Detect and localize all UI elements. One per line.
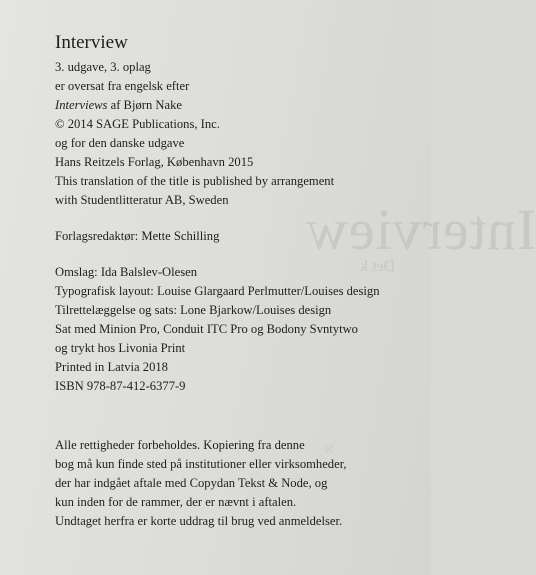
original-title-line [55, 96, 425, 115]
rights-line: Undtaget herfra er korte uddrag til brug ved anmeldelser. [55, 514, 343, 528]
credit-line: og trykt hos Livonia Print [55, 341, 186, 355]
credit-line: Omslag: Ida Balslev-Olesen [55, 265, 197, 279]
original-title: Interviews [55, 98, 108, 112]
danish-edition-line: og for den danske udgave [55, 136, 185, 150]
showthrough-title: Interview [305, 197, 536, 262]
credit-line: Typografisk layout: Louise Glargaard Perlmutter/Louises design [55, 284, 380, 298]
danish-publisher-line: Hans Reitzels Forlag, København 2015 [55, 155, 254, 169]
book-title: Interview [55, 32, 128, 53]
editor-line: Forlagsredaktør: Mette Schilling [55, 229, 220, 243]
showthrough-mark: N [325, 442, 334, 456]
original-author: af Bjørn Nake [107, 98, 182, 112]
isbn-line: ISBN 978-87-412-6377-9 [55, 379, 186, 393]
copyright-line: © 2014 SAGE Publications, Inc. [55, 117, 220, 131]
credit-line: Printed in Latvia 2018 [55, 360, 168, 374]
arrangement-line-1: This translation of the title is published by arrangement [55, 174, 335, 188]
credit-line: Sat med Minion Pro, Conduit ITC Pro og Bodony Svntytwo [55, 322, 358, 336]
rights-line: kun inden for de rammer, der er nævnt i aftalen. [55, 495, 297, 509]
edition-line: 3. udgave, 3. oplag [55, 60, 151, 74]
arrangement-line-2: with Studentlitteratur AB, Sweden [55, 193, 229, 207]
colophon-block [55, 30, 425, 531]
credit-line: Tilrettelæggelse og sats: Lone Bjarkow/Louises design [55, 303, 332, 317]
rights-line: bog må kun finde sted på institutioner eller virksomheder, [55, 457, 347, 471]
showthrough-subtitle: Det k [360, 258, 396, 275]
rights-line: der har indgået aftale med Copydan Tekst & Node, og [55, 476, 328, 490]
rights-line: Alle rettigheder forbeholdes. Kopiering fra denne [55, 438, 305, 452]
translation-line: er oversat fra engelsk efter [55, 79, 190, 93]
